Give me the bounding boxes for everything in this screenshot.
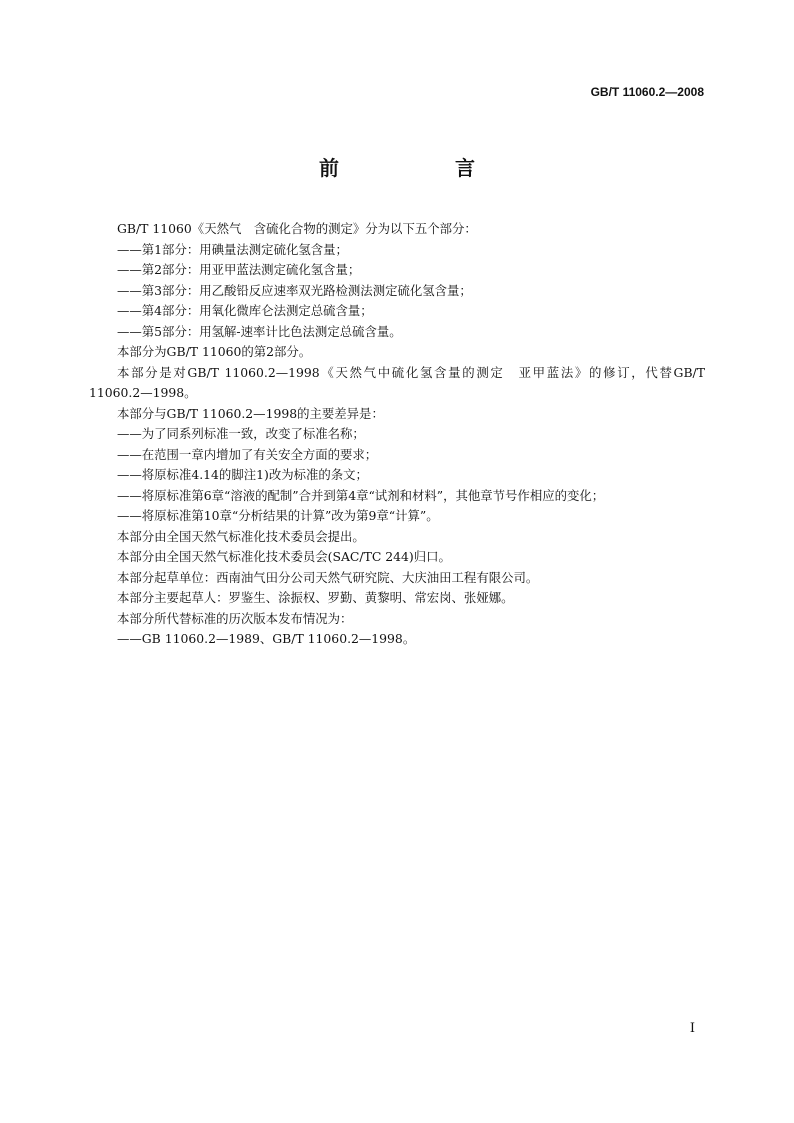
paragraph-centralized-by: 本部分由全国天然气标准化技术委员会(SAC/TC 244)归口。 (117, 549, 451, 564)
list-item-difference-5: ——将原标准第10章“分析结果的计算”改为第9章“计算”。 (117, 508, 439, 523)
list-item-part-5: ——第5部分：用氢解-速率计比色法测定总硫含量。 (117, 323, 402, 339)
paragraph-drafters: 本部分主要起草人：罗鉴生、涂振权、罗勤、黄黎明、常宏岗、张娅娜。 (117, 590, 514, 605)
paragraph-intro: GB/T 11060《天然气 含硫化合物的测定》分为以下五个部分： (117, 221, 477, 236)
list-item-difference-1: ——为了同系列标准一致，改变了标准名称； (117, 426, 365, 441)
list-item-part-3: ——第3部分：用乙酸铅反应速率双光路检测法测定硫化氢含量； (117, 282, 472, 298)
paragraph-revision: 本部分是对GB/T 11060.2—1998《天然气中硫化氢含量的测定 亚甲蓝法》的修订，代替GB/T 11060.2—1998。 (89, 364, 705, 400)
paragraph-this-part: 本部分为GB/T 11060的第2部分。 (117, 344, 312, 359)
list-item-difference-2: ——在范围一章内增加了有关安全方面的要求； (117, 446, 378, 462)
paragraph-drafting-units: 本部分起草单位：西南油气田分公司天然气研究院、大庆油田工程有限公司。 (117, 569, 539, 585)
page-title: 前 言 (319, 156, 523, 180)
page-number: I (689, 1021, 695, 1036)
list-item-difference-4: ——将原标准第6章“溶液的配制”合并到第4章“试剂和材料”，其他章节号作相应的变化； (117, 487, 605, 503)
standard-code: GB/T 11060.2—2008 (590, 85, 704, 99)
list-item-part-1: ——第1部分：用碘量法测定硫化氢含量； (117, 241, 348, 257)
foreword-body (89, 219, 705, 650)
list-item-difference-3: ——将原标准4.14的脚注1)改为标准的条文； (117, 467, 368, 482)
paragraph-differences: 本部分与GB/T 11060.2—1998的主要差异是： (117, 405, 384, 421)
list-item-history: ——GB 11060.2—1989、GB/T 11060.2—1998。 (117, 631, 416, 646)
list-item-part-4: ——第4部分：用氧化微库仑法测定总硫含量； (117, 303, 373, 318)
paragraph-proposed-by: 本部分由全国天然气标准化技术委员会提出。 (117, 528, 365, 544)
paragraph-history: 本部分所代替标准的历次版本发布情况为： (117, 610, 353, 626)
list-item-part-2: ——第2部分：用亚甲蓝法测定硫化氢含量； (117, 262, 361, 277)
